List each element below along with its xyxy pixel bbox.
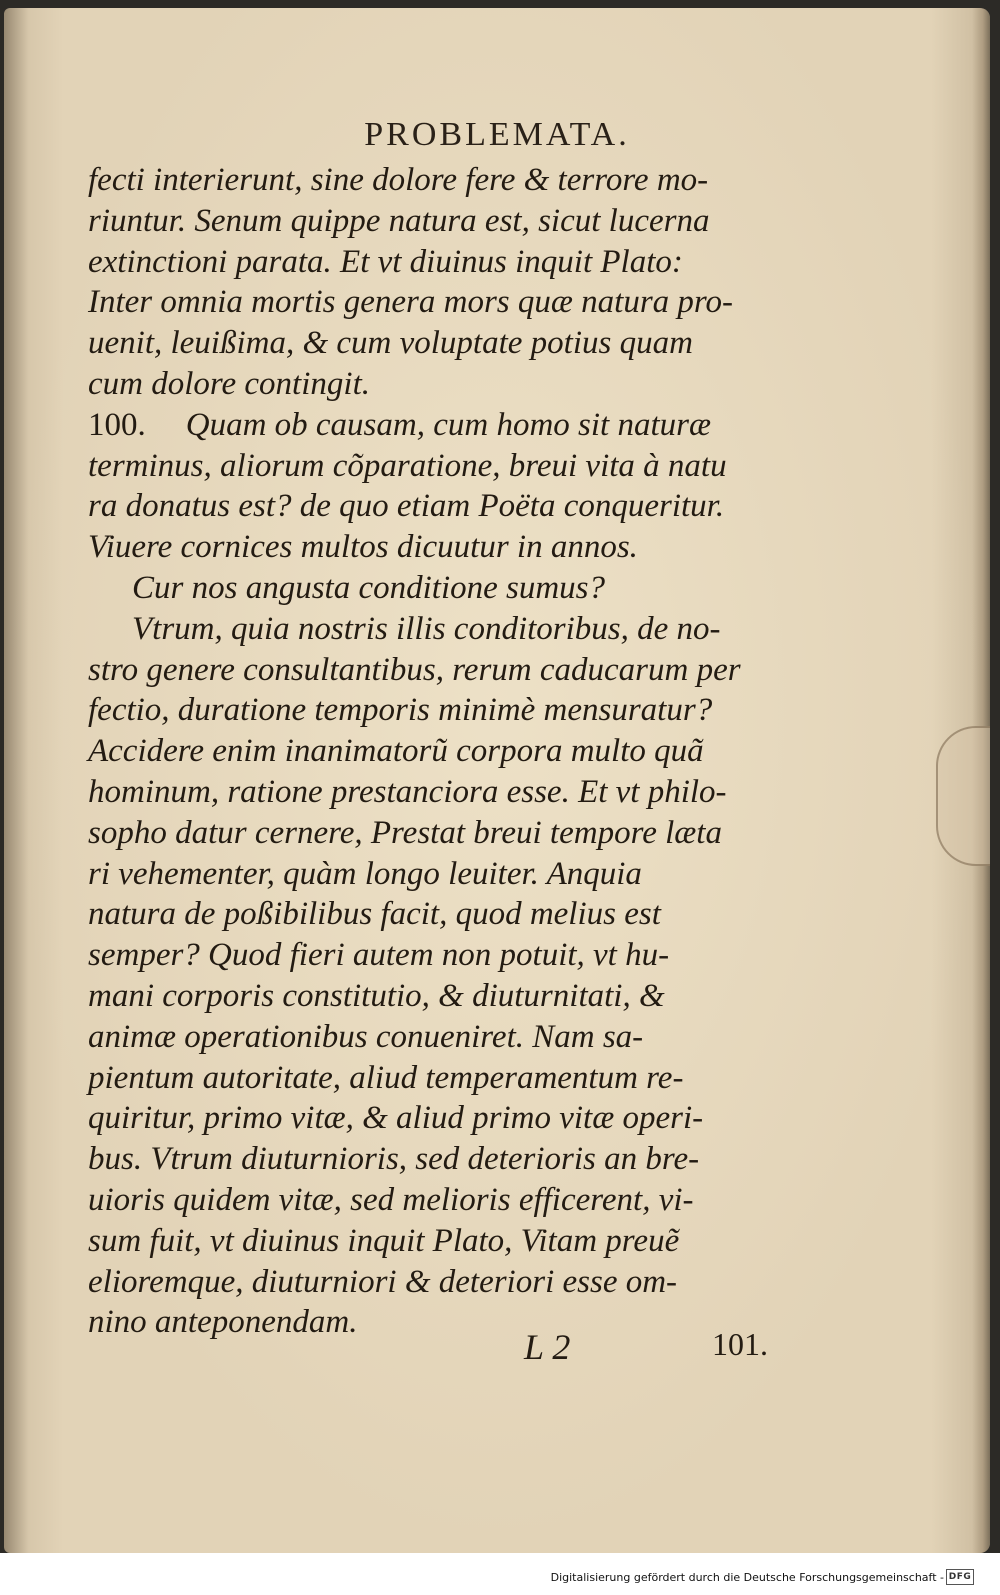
- text-line: hominum, ratione prestanciora esse. Et vt philo-: [88, 773, 727, 810]
- text-line: cum dolore contingit.: [88, 365, 370, 402]
- page-fold-tab: [936, 726, 990, 866]
- catchword: 101.: [712, 1326, 768, 1362]
- book-page: [4, 8, 990, 1553]
- section-number: 100.: [88, 406, 146, 443]
- text-line: sum fuit, vt diuinus inquit Plato, Vitam preuẽ: [88, 1222, 680, 1259]
- verse-line: Viuere cornices multos dicuutur in annos.: [88, 529, 638, 566]
- text-line: uioris quidem vitæ, sed melioris efficerent, vi-: [88, 1181, 694, 1218]
- text-line: terminus, aliorum cõparatione, breui vita à natu: [88, 447, 727, 484]
- text-line: ra donatus est? de quo etiam Poëta conqueritur.: [88, 488, 725, 525]
- text-line: stro genere consultantibus, rerum caducarum per: [88, 651, 741, 688]
- text-line: Inter omnia mortis genera mors quæ natura pro-: [88, 284, 734, 321]
- text-line: ri vehementer, quàm longo leuiter. Anquia: [88, 855, 642, 892]
- running-header: PROBLEMATA.: [364, 116, 630, 153]
- text-line: nino anteponendam.: [88, 1304, 358, 1341]
- text-line: fectio, duratione temporis minimè mensuratur?: [88, 692, 713, 729]
- text-line: elioremque, diuturniori & deteriori esse om-: [88, 1263, 678, 1300]
- text-line: bus. Vtrum diuturnioris, sed deterioris an bre-: [88, 1141, 700, 1178]
- signature-mark: L 2: [524, 1327, 571, 1367]
- text-line: riuntur. Senum quippe natura est, sicut lucerna: [88, 202, 710, 239]
- text-line: mani corporis constitutio, & diuturnitati, &: [88, 977, 665, 1014]
- text-line: quiritur, primo vitæ, & aliud primo vitæ operi-: [88, 1100, 704, 1137]
- text-line: [88, 405, 768, 446]
- text-line: animæ operationibus conueniret. Nam sa-: [88, 1018, 644, 1055]
- credit-bar: [0, 1553, 1000, 1595]
- text-line: natura de poßibilibus facit, quod melius est: [88, 896, 661, 933]
- dfg-logo-icon: DFG: [946, 1569, 974, 1585]
- verse-line: Cur nos angusta conditione sumus?: [132, 569, 606, 606]
- text-line: fecti interierunt, sine dolore fere & terrore mo-: [88, 162, 709, 198]
- text-line: uenit, leuißima, & cum voluptate potius quam: [88, 325, 693, 362]
- text-line: pientum autoritate, aliud temperamentum re-: [88, 1059, 684, 1096]
- text-line: extinctioni parata. Et vt diuinus inquit Plato:: [88, 243, 683, 280]
- body-text: [88, 160, 768, 1343]
- text-line-content: Quam ob causam, cum homo sit naturæ: [185, 406, 711, 443]
- text-line: semper? Quod fieri autem non potuit, vt hu-: [88, 937, 670, 974]
- credit-text: Digitalisierung gefördert durch die Deutsche Forschungsgemeinschaft -: [550, 1571, 944, 1584]
- text-line: Vtrum, quia nostris illis conditoribus, de no-: [132, 610, 721, 647]
- text-line: sopho datur cernere, Prestat breui tempore læta: [88, 814, 722, 851]
- text-line: Accidere enim inanimatorũ corpora multo quã: [88, 733, 704, 770]
